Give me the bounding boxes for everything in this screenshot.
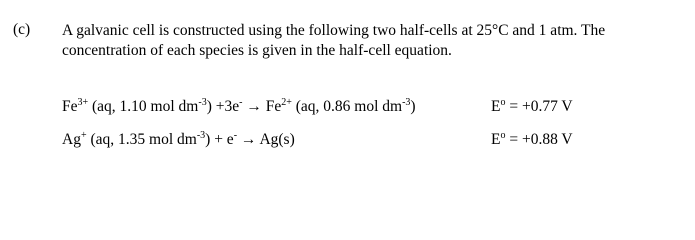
- reaction-arrow: →: [237, 131, 260, 148]
- electron-term: ) +3e: [206, 98, 240, 115]
- product-species: Ag(s): [259, 131, 295, 148]
- standard-potential-iron: [491, 98, 573, 116]
- product-concentration: (aq, 0.86 mol dm: [291, 98, 403, 115]
- electron-charge: -: [233, 130, 238, 141]
- question-label: (c): [13, 21, 31, 38]
- standard-potential-silver: [491, 131, 573, 149]
- intro-line-1: A galvanic cell is constructed using the following two half-cells at 25°C and 1 atm. The: [62, 22, 606, 39]
- reaction-arrow: →: [242, 98, 266, 115]
- half-equation-silver: [62, 131, 295, 149]
- product-charge: 2+: [281, 97, 292, 108]
- potential-symbol: E: [491, 131, 501, 148]
- reactant-concentration: (aq, 1.10 mol dm: [88, 98, 199, 115]
- standard-state-mark: o: [500, 130, 506, 141]
- closing-paren: ): [410, 98, 416, 115]
- standard-state-mark: o: [500, 97, 506, 108]
- reactant-charge: 3+: [77, 97, 89, 108]
- question-intro: [62, 21, 682, 61]
- intro-line-2: concentration of each species is given in the half-cell equation.: [62, 42, 452, 59]
- reactant-charge: +: [80, 130, 87, 141]
- electron-term: ) + e: [205, 131, 234, 148]
- reactant-species: Fe: [62, 98, 78, 115]
- concentration-exponent: -3: [198, 97, 207, 108]
- potential-symbol: E: [491, 98, 501, 115]
- half-equation-iron: [62, 98, 416, 116]
- product-species: Fe: [265, 98, 282, 115]
- reactant-species: Ag: [62, 131, 81, 148]
- potential-value: = +0.88 V: [505, 131, 573, 148]
- electron-charge: -: [239, 97, 243, 108]
- reactant-concentration: (aq, 1.35 mol dm: [86, 131, 197, 148]
- concentration-exponent: -3: [196, 130, 206, 141]
- product-concentration-exponent: -3: [402, 97, 411, 108]
- potential-value: = +0.77 V: [505, 98, 573, 115]
